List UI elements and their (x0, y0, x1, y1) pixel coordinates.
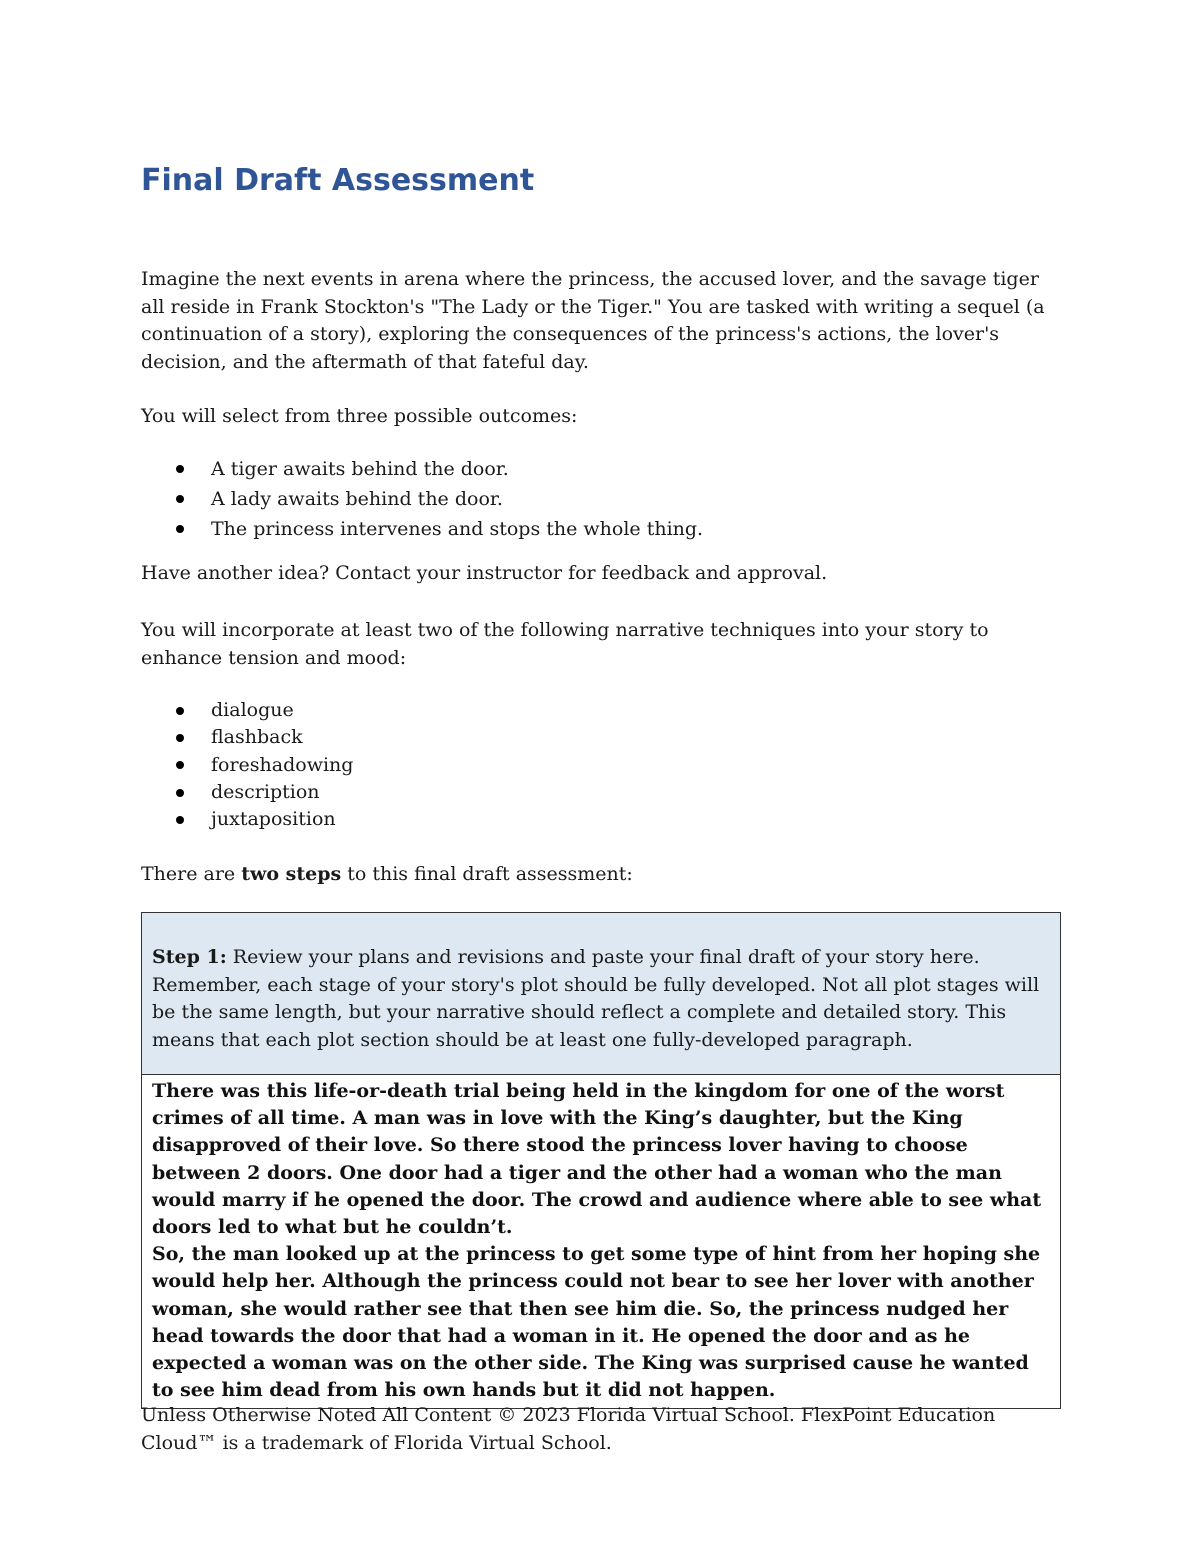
bullet-icon (176, 734, 184, 742)
techniques-prompt: You will incorporate at least two of the following narrative techniques into your story to enhance tension and mood: (141, 619, 989, 669)
list-item: description (141, 779, 353, 806)
steps-intro: There are two steps to this final draft assessment: (141, 863, 633, 885)
step-1-instructions (142, 913, 1060, 1075)
answer-cell[interactable] (142, 1075, 1060, 1408)
step-1-text: Review your plans and revisions and paste your final draft of your story here. Remember, each stage of your story's plot should be fully developed. Not all plot stages will be the same length, but your narrative should reflect a complete and detailed story. This means that each plot section should be at least one fully-developed paragraph. (152, 946, 1040, 1051)
bullet-icon (176, 761, 184, 769)
list-item: A lady awaits behind the door. (141, 484, 703, 514)
steps-table (141, 912, 1061, 1409)
step-1-label: Step 1: (152, 946, 227, 968)
select-prompt: You will select from three possible outcomes: (141, 405, 578, 427)
intro-paragraph: Imagine the next events in arena where the princess, the accused lover, and the savage tiger all reside in Frank Stockton's "The Lady or the Tiger." You are tasked with writing a sequel (a continuation of a story), exploring the consequences of the princess's actions, the lover's decision, and the aftermath of that fateful day. (141, 268, 1045, 373)
answer-paragraph: So, the man looked up at the princess to get some type of hint from her hoping she would help her. Although the princess could not bear to see her lover with another woman, she would rather see that then see him die. So, the princess nudged her head towards the door that had a woman in it. He opened the door and as he expected a woman was on the other side. The King was surprised cause he wanted to see him dead from his own hands but it did not happen. (152, 1243, 1041, 1402)
list-item: The princess intervenes and stops the whole thing. (141, 514, 703, 544)
page-title: Final Draft Assessment (141, 163, 535, 198)
list-item: foreshadowing (141, 752, 353, 779)
list-item: juxtaposition (141, 806, 353, 833)
bullet-icon (176, 525, 184, 533)
bullet-icon (176, 789, 184, 797)
bullet-icon (176, 495, 184, 503)
footer-copyright: Unless Otherwise Noted All Content © 2023 Florida Virtual School. FlexPoint Education Cloud™ is a trademark of Florida Virtual School. (141, 1404, 996, 1454)
answer-paragraph: There was this life-or-death trial being held in the kingdom for one of the worst crimes of all time. A man was in love with the King’s daughter, but the King disapproved of their love. So there stood the princess lover having to choose between 2 doors. One door had a tiger and the other had a woman who the man would marry if he opened the door. The crowd and audience where able to see what doors led to what but he couldn’t. (152, 1080, 1042, 1239)
bullet-icon (176, 465, 184, 473)
list-item: A tiger awaits behind the door. (141, 454, 703, 484)
list-item: dialogue (141, 697, 353, 724)
bullet-icon (176, 707, 184, 715)
outcomes-list (141, 454, 703, 544)
another-idea-text: Have another idea? Contact your instructor for feedback and approval. (141, 562, 828, 584)
list-item: flashback (141, 724, 353, 751)
techniques-list (141, 697, 353, 833)
bullet-icon (176, 816, 184, 824)
